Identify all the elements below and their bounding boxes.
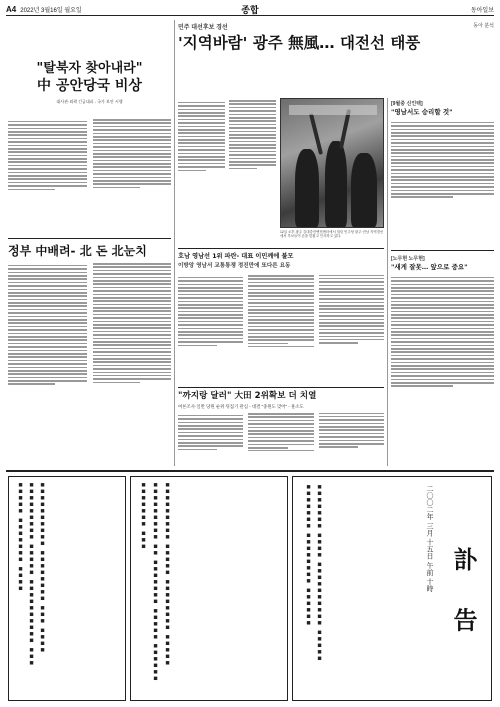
- lead-headline: '지역바람' 광주 無風… 대전선 태풍: [178, 34, 421, 52]
- story1-headline: "탈북자 찾아내라" 中 공안당국 비상: [36, 61, 143, 94]
- ad-block-center: ■■■■■■■■■ ■■■■■ ■■■■■■■■ ■■■■■ ■■■■■■■■■ ■■ ■■■■■■■ ■■■■■ ■■■■■■ ■■■■■■■ ■■■: [130, 476, 288, 701]
- page-number: A4 2022년 3월16일 월요일: [6, 5, 82, 14]
- story-defector: [8, 22, 171, 237]
- section-name: 종합: [241, 5, 259, 15]
- story3-body: [178, 275, 384, 383]
- lead-body-left: [178, 100, 276, 208]
- sidebar-quote1: "영남서도 승리할 것": [391, 108, 453, 116]
- sidebar-title1: [9월중 신인텍]: [391, 101, 423, 107]
- story4-body: [178, 413, 384, 465]
- story3-subhead1: 호남 영남선 1위 파란- 대표 이민께에 불모: [178, 253, 294, 260]
- sidebar-title2: [노무현 노무현]: [391, 256, 425, 262]
- lead-series-tag: 동아 분석: [473, 23, 494, 29]
- lead-kicker: 민주 대선후보 경선: [178, 25, 228, 31]
- obituary-date: 二〇〇二年 三月 十五日 午前 十時: [426, 485, 434, 592]
- sidebar-body1: [391, 120, 494, 246]
- sidebar-body2: [391, 275, 494, 465]
- story1-body: [8, 119, 171, 231]
- newspaper-name: 동아일보: [470, 8, 494, 14]
- ad-block-left: ■■■■■■■■■■ ■■■■■■■■ ■■■ ■■■■ ■■■■■■■■■ ■■■■■ ■■■■■■■■■■ ■■■ ■■■■■ ■■■■■■■ ■■■■: [8, 476, 126, 701]
- sidebar-quote2: "새게 잘못… 앞으로 중요": [391, 263, 468, 271]
- story-government: [8, 241, 171, 466]
- sidebar-profiles: [391, 98, 494, 466]
- story4-headline: "까지랑 달러" 大田 2위확보 더 치열: [178, 391, 317, 401]
- story2-headline: 정부 中배려- 北 돈 北눈치: [8, 244, 147, 258]
- lead-photo-caption: 12일 오후 광주 김대중컨벤션센터에서 열린 민주당 광주·전남 지역경선에서 후보들이 손을 맞잡고 인사하고 있다.: [280, 230, 384, 239]
- story2-body: [8, 263, 171, 463]
- page-header: [6, 2, 494, 16]
- ad-block-obituary: 訃 告 二〇〇二年 三月 十五日 午前 十時 ■■■■■■■ ■■■■ ■■■■■■■■■■ ■■■■■ ■■■■■■■ ■■■■■■■■ ■■■■■■: [292, 476, 492, 701]
- lead-photo: [280, 98, 384, 228]
- story1-subhead: 대사관·외곽 긴급대피 - 국가 보안 시행: [56, 99, 123, 104]
- story-daejeon: [178, 390, 384, 466]
- story3-subhead2: 이방앙 영남서 교통통쟁 정진만에 또다른 요동: [178, 263, 291, 269]
- story4-subhead: 여론조사·일반 당원 순위 뒤집기 관심 - 대결 "충원도 맞어" - 훈소도: [178, 404, 304, 409]
- obituary-title: 訃 告: [449, 547, 477, 646]
